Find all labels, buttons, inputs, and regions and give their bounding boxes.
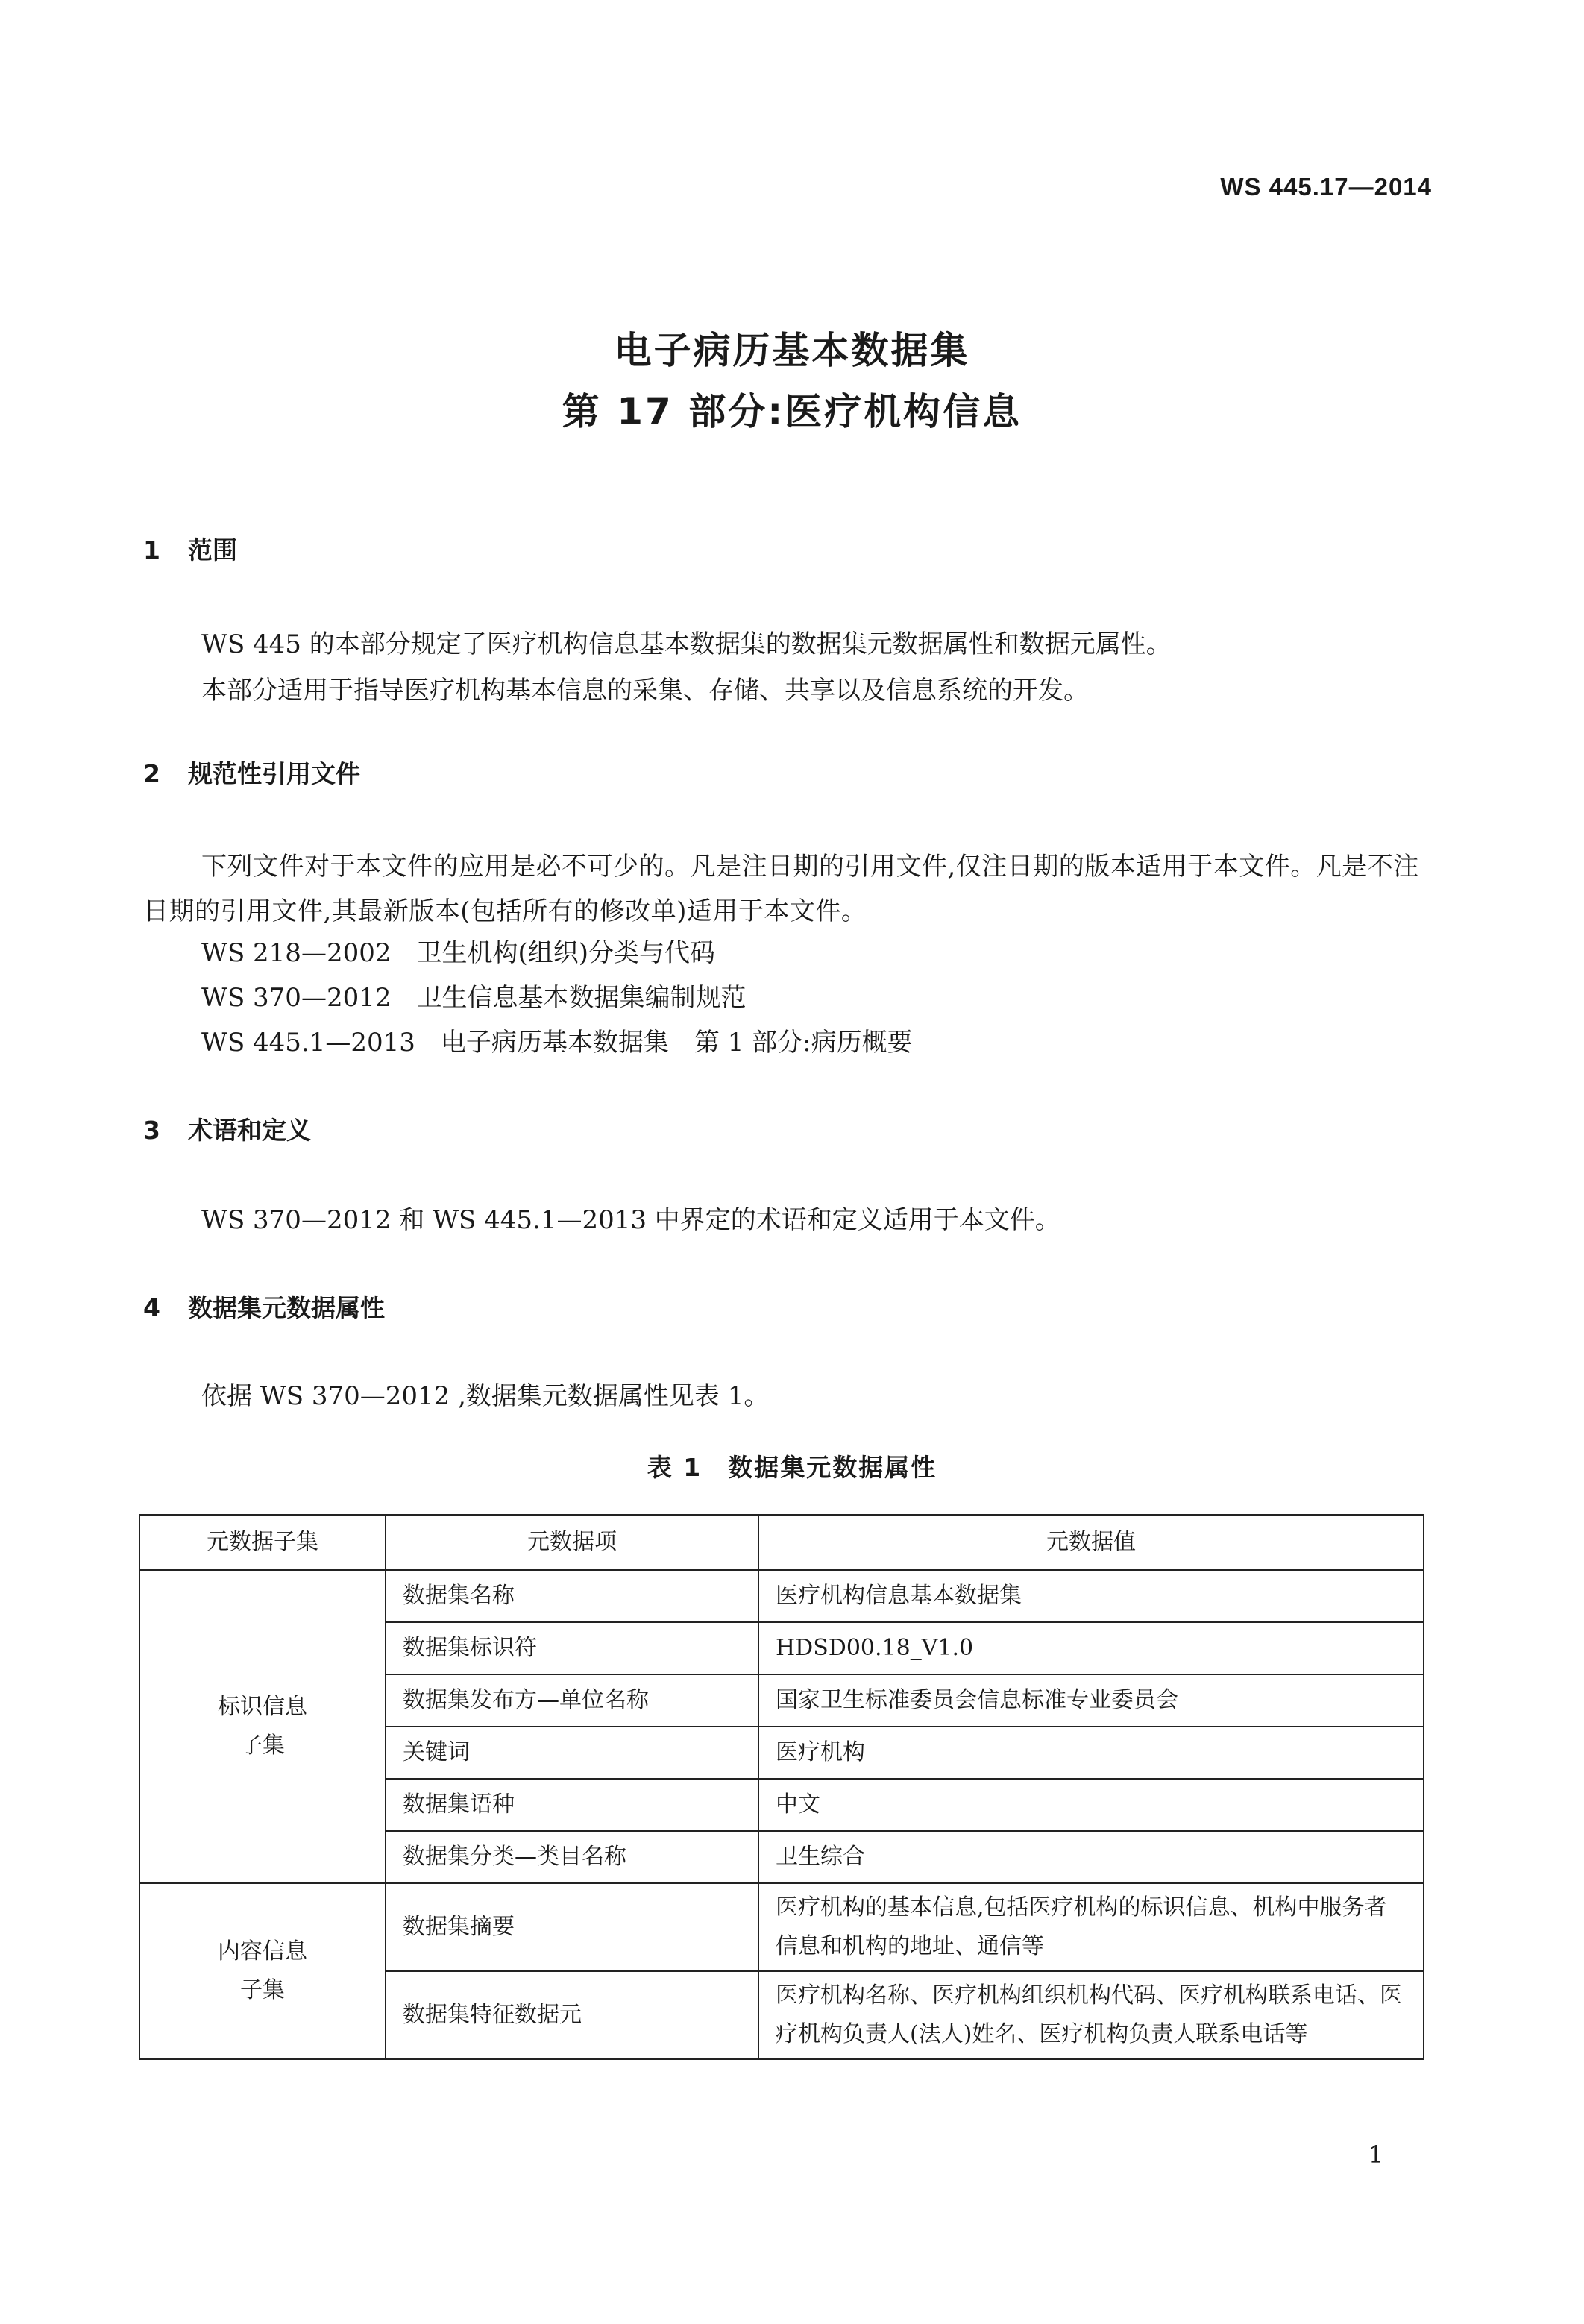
metadata-value: 医疗机构 xyxy=(758,1727,1424,1779)
group-label: 子集 xyxy=(240,1733,285,1759)
table-header-cell: 元数据子集 xyxy=(139,1515,386,1570)
metadata-value: HDSD00.18_V1.0 xyxy=(758,1622,1424,1674)
section-title: 范围 xyxy=(188,536,237,565)
reference-item: WS 370—2012 卫生信息基本数据集编制规范 xyxy=(201,983,747,1013)
section-number: 3 xyxy=(143,1116,160,1145)
section-heading-scope xyxy=(143,531,237,566)
section-number: 4 xyxy=(143,1293,160,1322)
section-number: 1 xyxy=(143,536,160,565)
paragraph: 本部分适用于指导医疗机构基本信息的采集、存储、共享以及信息系统的开发。 xyxy=(201,676,1089,706)
metadata-value: 医疗机构信息基本数据集 xyxy=(758,1570,1424,1622)
section-title: 术语和定义 xyxy=(188,1116,311,1145)
table-header-cell: 元数据值 xyxy=(758,1515,1424,1570)
metadata-value: 国家卫生标准委员会信息标准专业委员会 xyxy=(758,1674,1424,1727)
metadata-value: 医疗机构名称、医疗机构组织机构代码、医疗机构联系电话、医疗机构负责人(法人)姓名、医疗机构负责人联系电话等 xyxy=(758,1971,1424,2059)
metadata-value: 中文 xyxy=(758,1779,1424,1831)
metadata-item: 数据集语种 xyxy=(386,1779,758,1831)
metadata-item: 数据集发布方—单位名称 xyxy=(386,1674,758,1727)
group-label: 标识信息 xyxy=(218,1694,307,1720)
table-header-cell: 元数据项 xyxy=(386,1515,758,1570)
group-cell-identification xyxy=(139,1570,386,1883)
metadata-item: 数据集摘要 xyxy=(386,1883,758,1971)
section-heading-metadata xyxy=(143,1289,385,1324)
group-label: 内容信息 xyxy=(218,1938,307,1965)
table-row xyxy=(139,1883,1424,1971)
metadata-value: 卫生综合 xyxy=(758,1831,1424,1883)
paragraph: WS 445 的本部分规定了医疗机构信息基本数据集的数据集元数据属性和数据元属性。 xyxy=(201,629,1172,659)
metadata-item: 关键词 xyxy=(386,1727,758,1779)
section-title: 数据集元数据属性 xyxy=(188,1293,385,1322)
paragraph: 依据 WS 370—2012 ,数据集元数据属性见表 1。 xyxy=(201,1381,770,1411)
section-number: 2 xyxy=(143,759,160,788)
document-number: WS 445.17—2014 xyxy=(1220,173,1432,201)
table-row xyxy=(139,1570,1424,1622)
paragraph: 下列文件对于本文件的应用是必不可少的。凡是注日期的引用文件,仅注日期的版本适用于本文件。凡是不注日期的引用文件,其最新版本(包括所有的修改单)适用于本文件。 xyxy=(143,852,1419,926)
metadata-item: 数据集分类—类目名称 xyxy=(386,1831,758,1883)
section-heading-normative-references xyxy=(143,755,360,790)
paragraph: WS 370—2012 和 WS 445.1—2013 中界定的术语和定义适用于本文件。 xyxy=(201,1205,1060,1235)
metadata-item: 数据集名称 xyxy=(386,1570,758,1622)
group-cell-content xyxy=(139,1883,386,2059)
document-subtitle: 第 17 部分:医疗机构信息 xyxy=(562,390,1022,433)
table-caption: 表 1 数据集元数据属性 xyxy=(647,1453,937,1482)
metadata-item: 数据集特征数据元 xyxy=(386,1971,758,2059)
section-title: 规范性引用文件 xyxy=(188,759,360,788)
reference-item: WS 445.1—2013 电子病历基本数据集 第 1 部分:病历概要 xyxy=(201,1028,913,1058)
document-title: 电子病历基本数据集 xyxy=(614,329,970,372)
page-number: 1 xyxy=(1368,2141,1384,2169)
table-header-row xyxy=(139,1515,1424,1570)
group-label: 子集 xyxy=(240,1977,285,2003)
metadata-table xyxy=(139,1514,1424,2060)
reference-item: WS 218—2002 卫生机构(组织)分类与代码 xyxy=(201,938,715,968)
metadata-value: 医疗机构的基本信息,包括医疗机构的标识信息、机构中服务者信息和机构的地址、通信等 xyxy=(758,1883,1424,1971)
metadata-item: 数据集标识符 xyxy=(386,1622,758,1674)
section-heading-terms xyxy=(143,1111,311,1146)
